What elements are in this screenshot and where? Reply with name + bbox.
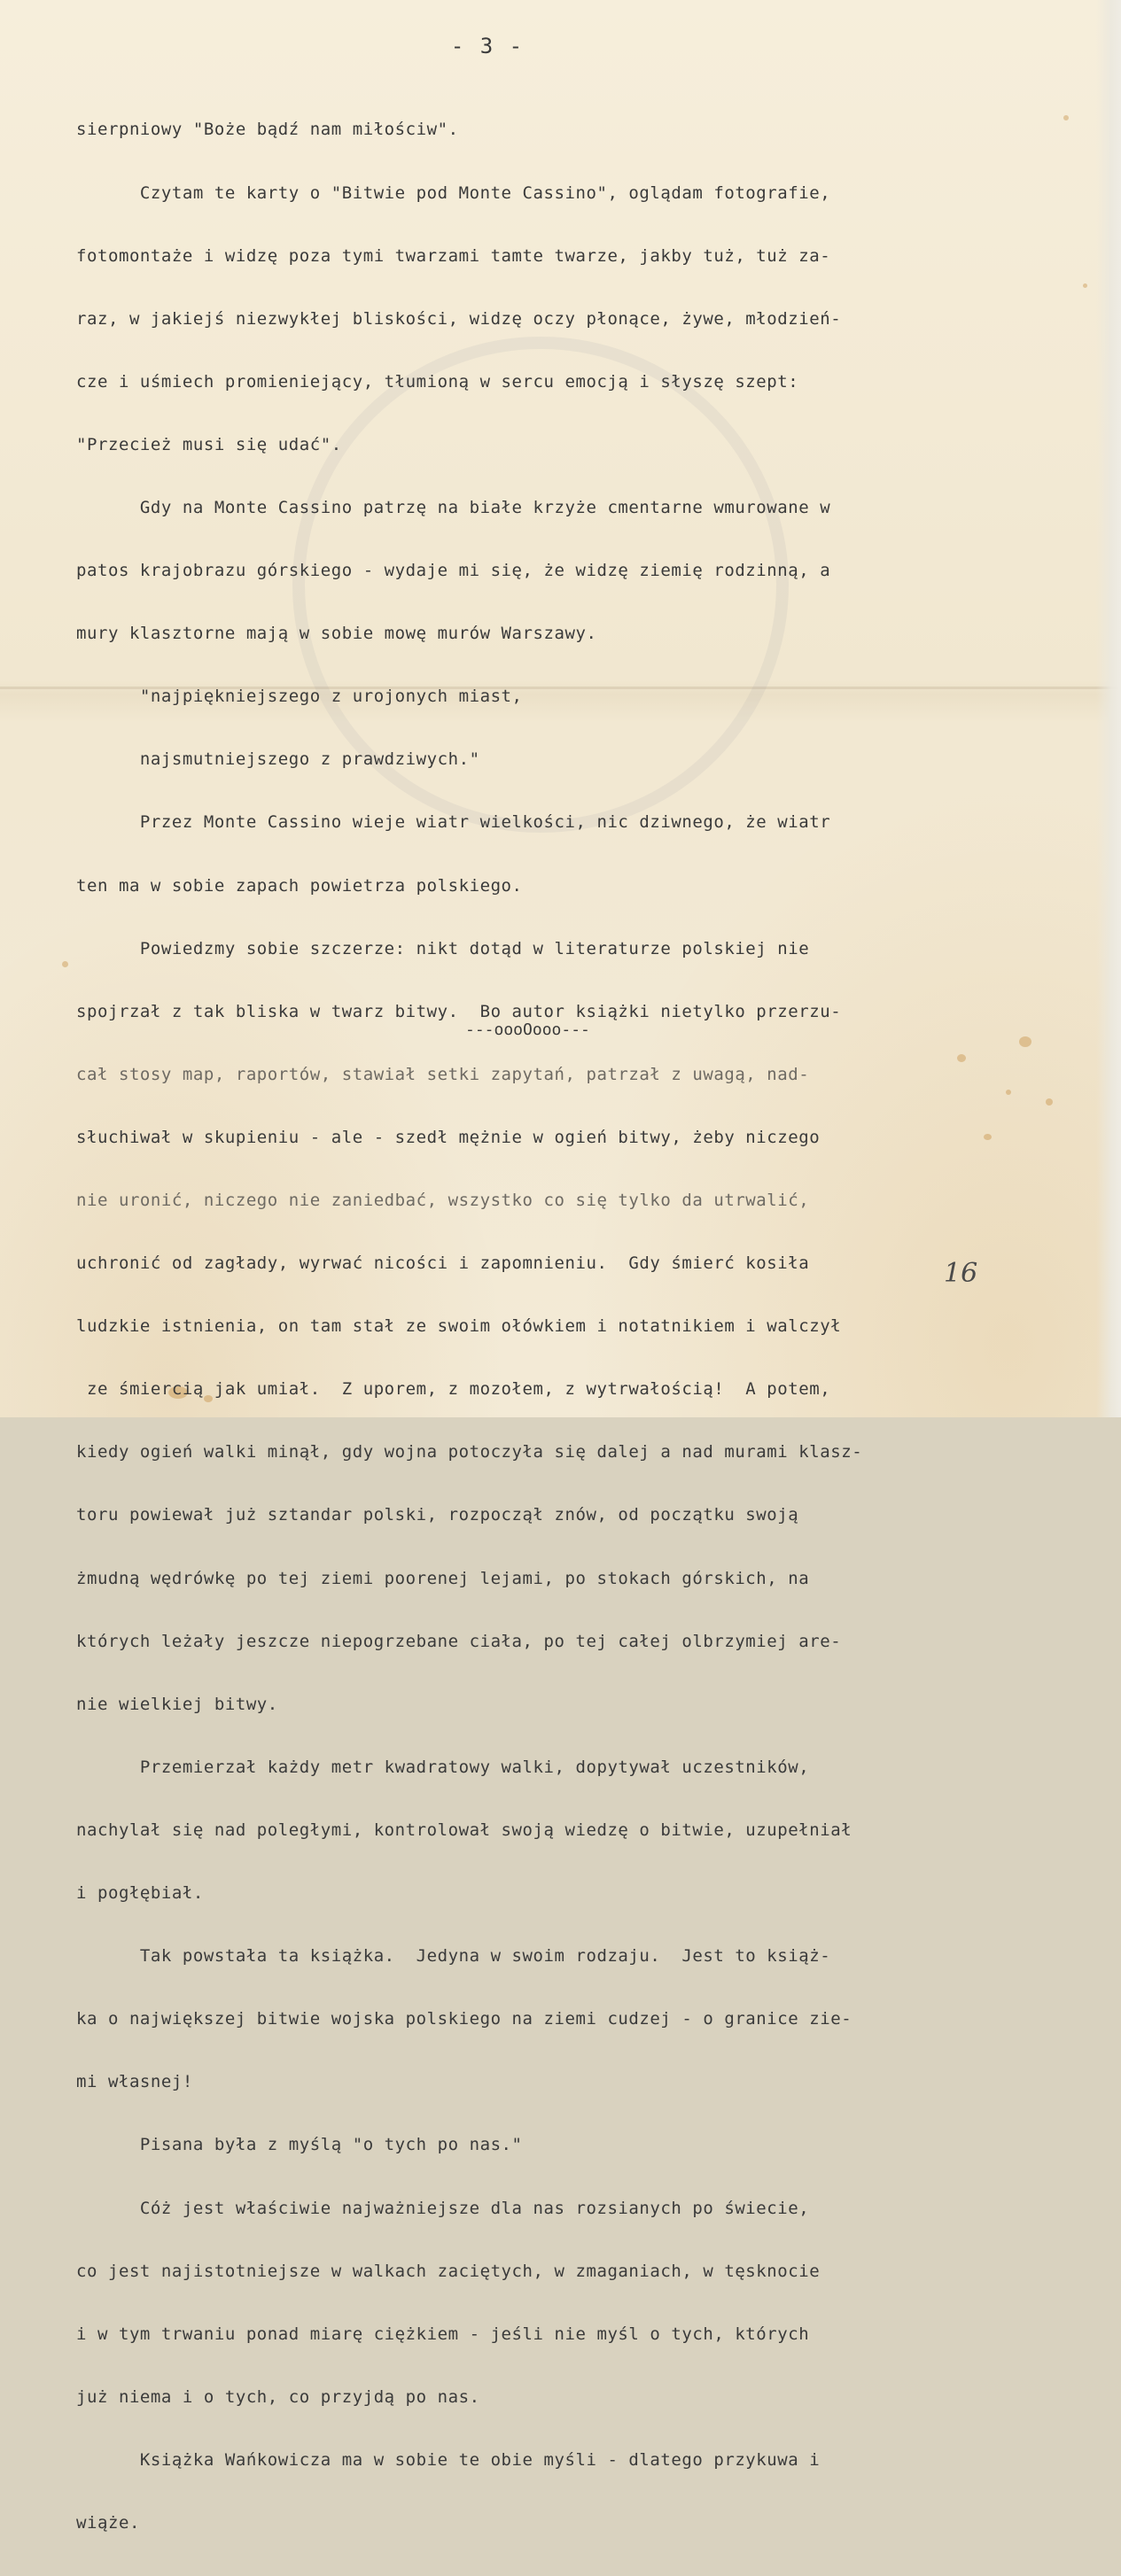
text-line: Powiedzmy sobie szczerze: nikt dotąd w literaturze polskiej nie <box>76 938 810 958</box>
text-line: raz, w jakiejś niezwykłej bliskości, widzę oczy płonące, żywe, młodzień- <box>76 308 842 329</box>
text-line: cał stosy map, raportów, stawiał setki zapytań, patrzał z uwagą, nad- <box>76 1064 810 1084</box>
text-line: ten ma w sobie zapach powietrza polskiego. <box>76 875 523 896</box>
text-line: Gdy na Monte Cassino patrzę na białe krzyże cmentarne wmurowane w <box>76 497 831 517</box>
text-line: sierpniowy "Boże bądź nam miłościw". <box>76 120 459 140</box>
text-line: cze i uśmiech promieniejący, tłumioną w sercu emocją i słyszę szept: <box>76 371 799 392</box>
text-line: mi własnej! <box>76 2072 193 2092</box>
text-line: Czytam te karty o "Bitwie pod Monte Cassino", oglądam fotografie, <box>76 182 831 203</box>
body-text <box>76 78 1060 2576</box>
text-line: ze śmiercią jak umiał. Z uporem, z mozołem, z wytrwałością! A potem, <box>76 1379 831 1400</box>
end-separator: ---oooOooo--- <box>465 1020 590 1039</box>
text-line: fotomontaże i widzę poza tymi twarzami tamte twarze, jakby tuż, tuż za- <box>76 245 831 266</box>
text-line: Cóż jest właściwie najważniejsze dla nas rozsianych po świecie, <box>76 2198 810 2218</box>
text-line: ka o największej bitwie wojska polskiego na ziemi cudzej - o granice zie- <box>76 2009 852 2029</box>
foxing-stain <box>62 961 68 967</box>
text-line: Przez Monte Cassino wieje wiatr wielkości, nic dziwnego, że wiatr <box>76 812 831 833</box>
text-line: co jest najistotniejsze w walkach zaciętych, w zmaganiach, w tęsknocie <box>76 2261 821 2281</box>
text-line: nie wielkiej bitwy. <box>76 1694 278 1714</box>
text-line: ludzkie istnienia, on tam stał ze swoim ołówkiem i notatnikiem i walczył <box>76 1316 842 1337</box>
text-line: nie uronić, niczego nie zaniedbać, wszystko co się tylko da utrwalić, <box>76 1191 810 1210</box>
text-line: spojrzał z tak bliska w twarz bitwy. Bo autor książki nietylko przerzu- <box>76 1001 842 1021</box>
text-line: "Przecież musi się udać". <box>76 434 342 454</box>
text-line: i w tym trwaniu ponad miarę ciężkiem - jeśli nie myśl o tych, których <box>76 2324 810 2344</box>
paper-right-edge <box>1096 0 1121 1417</box>
text-line: najsmutniejszego z prawdziwych." <box>76 749 480 770</box>
text-line: nachylał się nad poległymi, kontrolował swoją wiedzę o bitwie, uzupełniał <box>76 1819 852 1840</box>
text-line: Tak powstała ta książka. Jedyna w swoim rodzaju. Jest to książ- <box>76 1946 831 1967</box>
page-number: - 3 - <box>450 34 525 58</box>
handwritten-folio-number: 16 <box>944 1258 978 1289</box>
text-line: patos krajobrazu górskiego - wydaje mi się, że widzę ziemię rodzinną, a <box>76 561 831 581</box>
text-line: "najpiękniejszego z urojonych miast, <box>76 687 523 707</box>
text-line: już niema i o tych, co przyjdą po nas. <box>76 2386 480 2407</box>
text-line: słuchiwał w skupieniu - ale - szedł mężnie w ogień bitwy, żeby niczego <box>76 1127 821 1147</box>
text-line: żmudną wędrówkę po tej ziemi poorenej lejami, po stokach górskich, na <box>76 1568 810 1588</box>
text-line: Przemierzał każdy metr kwadratowy walki, dopytywał uczestników, <box>76 1757 810 1777</box>
foxing-stain <box>1083 283 1087 288</box>
text-line: uchronić od zagłady, wyrwać nicości i zapomnieniu. Gdy śmierć kosiła <box>76 1253 810 1274</box>
text-line: których leżały jeszcze niepogrzebane ciała, po tej całej olbrzymiej are- <box>76 1631 842 1651</box>
text-line: mury klasztorne mają w sobie mowę murów Warszawy. <box>76 624 597 644</box>
text-line: Pisana była z myślą "o tych po nas." <box>76 2135 523 2155</box>
text-line: wiąże. <box>76 2512 140 2533</box>
text-line: i pogłębiał. <box>76 1883 204 1904</box>
text-line: Książka Wańkowicza ma w sobie te obie myśli - dlatego przykuwa i <box>76 2449 821 2470</box>
text-line: toru powiewał już sztandar polski, rozpoczął znów, od początku swoją <box>76 1505 799 1525</box>
foxing-stain <box>1063 115 1069 120</box>
text-line: kiedy ogień walki minął, gdy wojna potoczyła się dalej a nad murami klasz- <box>76 1442 863 1463</box>
